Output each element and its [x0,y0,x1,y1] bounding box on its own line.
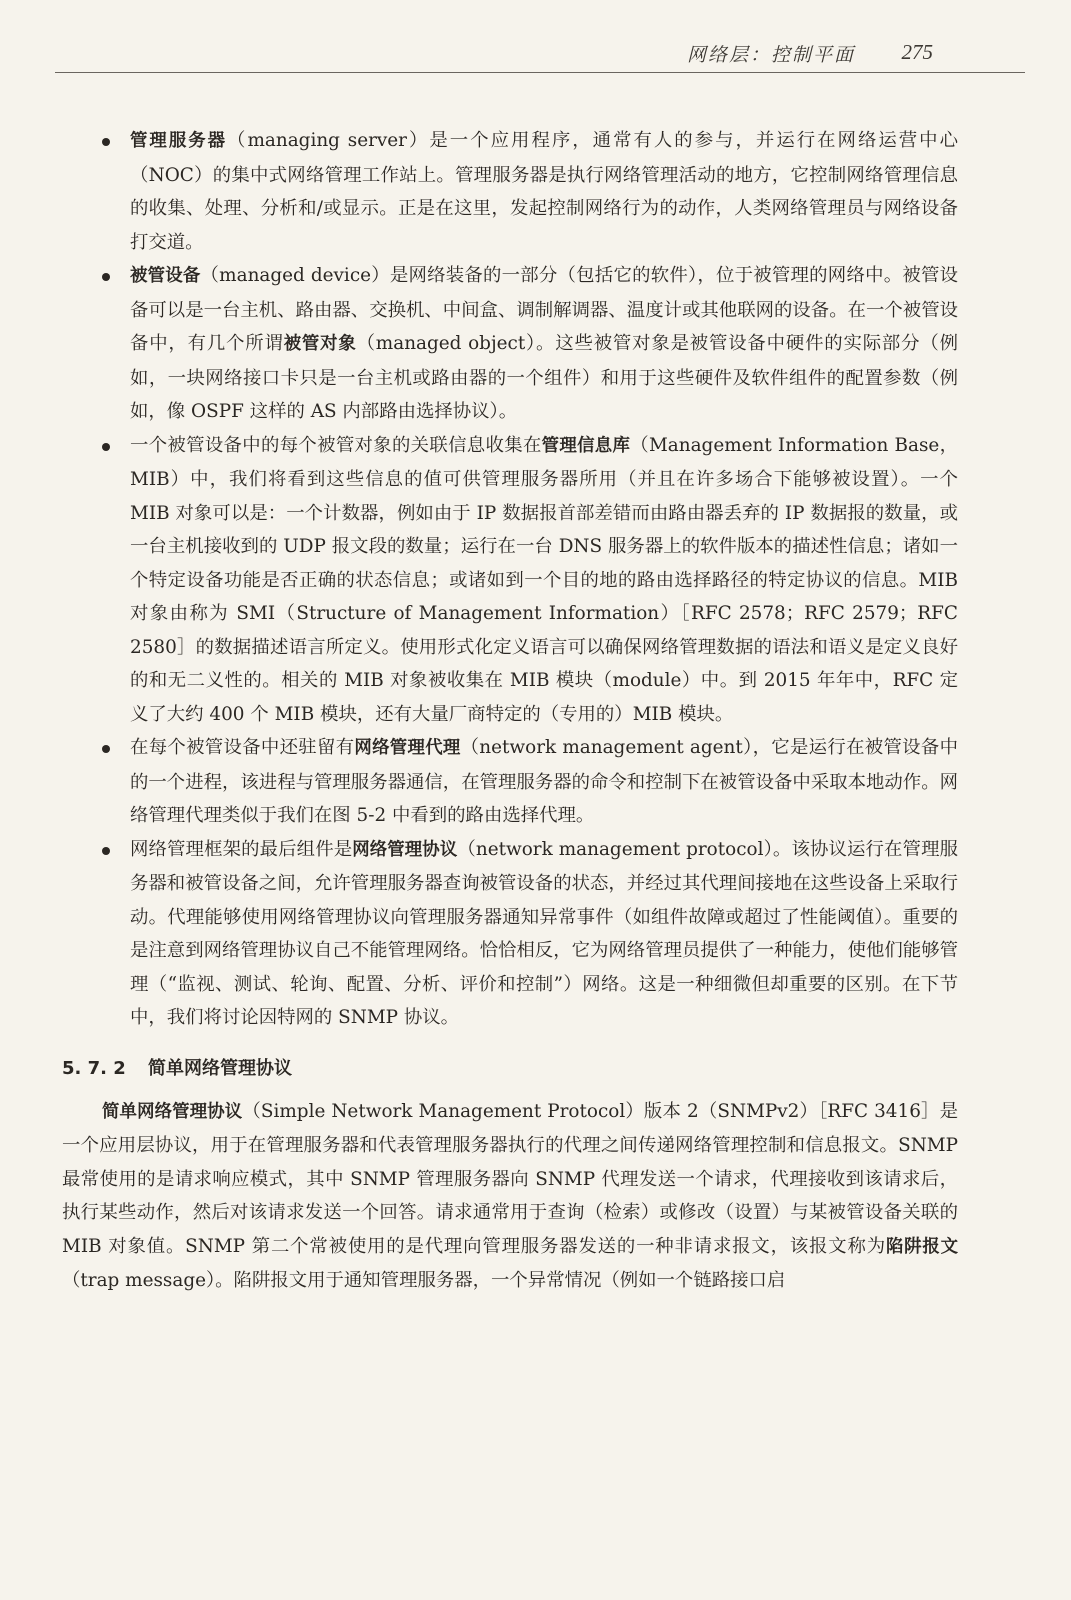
page-body [62,124,958,1298]
term-managing-server: 管理服务器 [130,131,228,151]
section-heading [62,1051,958,1095]
bullet-dot-icon [102,443,110,451]
bullet-text: 在每个被管设备中还驻留有 [130,737,355,758]
term-managed-device: 被管设备 [130,266,201,286]
bullet-text: 网络管理框架的最后组件是 [130,838,353,860]
bullet-text: （managed device）是网络装备的一部分（包括它的软件），位于被管理的网络中。被管设备可以是一台主机、路由器、交换机、中间盒、调制解调器、温度计或其他联网的设备。在一个被管设备中，有几个所谓 [130,265,958,354]
running-header [55,32,1025,73]
body-paragraph [62,1095,958,1298]
bullet-dot-icon [102,847,110,855]
bullet-dot-icon [102,138,110,146]
bullet-text: （managed object）。这些被管对象是被管设备中硬件的实际部分（例如，一块网络接口卡只是一台主机或路由器的一个组件）和用于这些硬件及软件组件的配置参数（例如，像 OSPF 这样的 AS 内部路由选择协议）。 [130,333,958,422]
bullet-item-agent [62,731,958,833]
bullet-text: （network management agent），它是运行在被管设备中的一个进程，该进程与管理服务器通信，在管理服务器的命令和控制下在被管设备中采取本地动作。网络管理代理类似于我们在图 5-2 中看到的路由选择代理。 [130,737,958,826]
bullet-dot-icon [102,745,110,753]
page-number: 275 [901,40,933,64]
paragraph-text: （trap message）。陷阱报文用于通知管理服务器，一个异常情况（例如一个链路接口启 [62,1270,786,1291]
term-mib: 管理信息库 [541,435,631,456]
bullet-text: （Management Information Base，MIB）中，我们将看到这些信息的值可供管理服务器所用（并且在许多场合下能够被设置）。一个 MIB 对象可以是：一个计数器，例如由于 IP 数据报首部差错而由路由器丢弃的 IP 数据报的数量，或一台主机接收到的 UDP 报文段的数量；运行在一台 DNS 服务器上的软件版本的描述性信息；诸如一个特定设备功能是否正确的状态信息；或诸如到一个目的地的路由选择路径的特定协议的信息。MIB 对象由称为 SMI（Structure of Management Information）［RFC 2578；RFC 2579；RFC 2580］的数据描述语言所定义。使用形式化定义语言可以确保网络管理数据的语法和语义是定义良好的和无二义性的。相关的 MIB 对象被收集在 MIB 模块（module）中。到 2015 年年中，RFC 定义了大约 400 个 MIB 模块，还有大量厂商特定的（专用的）MIB 模块。 [130,434,958,725]
paragraph-text: （Simple Network Management Protocol）版本 2（SNMPv2）［RFC 3416］是一个应用层协议，用于在管理服务器和代表管理服务器执行的代理之间传递网络管理控制和信息报文。SNMP 最常使用的是请求响应模式，其中 SNMP 管理服务器向 SNMP 代理发送一个请求，代理接收到该请求后，执行某些动作，然后对该请求发送一个回答。请求通常用于查询（检索）或修改（设置）与某被管设备关联的 MIB 对象值。SNMP 第二个常被使用的是代理向管理服务器发送的一种非请求报文，该报文称为 [62,1100,958,1257]
bullet-text: （managing server）是一个应用程序，通常有人的参与，并运行在网络运营中心（NOC）的集中式网络管理工作站上。管理服务器是执行网络管理活动的地方，它控制网络管理信息的收集、处理、分析和/或显示。正是在这里，发起控制网络行为的动作，人类网络管理员与网络设备打交道。 [130,130,958,253]
bullet-item-protocol [62,833,958,1035]
section-number: 5. 7. 2 [62,1057,126,1079]
term-network-management-agent: 网络管理代理 [354,738,461,758]
term-network-management-protocol: 网络管理协议 [352,839,458,860]
bullet-item-mib [62,429,958,732]
bullet-text: 一个被管设备中的每个被管对象的关联信息收集在 [130,434,542,456]
term-trap-message: 陷阱报文 [885,1236,958,1257]
section-title: 简单网络管理协议 [148,1057,292,1079]
chapter-title: 网络层：控制平面 [686,44,855,66]
term-managed-object: 被管对象 [283,334,357,354]
bullet-text: （network management protocol）。该协议运行在管理服务器和被管设备之间，允许管理服务器查询被管设备的状态，并经过其代理间接地在这些设备上采取行动。代理能够使用网络管理协议向管理服务器通知异常事件（如组件故障或超过了性能阈值）。重要的是注意到网络管理协议自己不能管理网络。恰恰相反，它为网络管理员提供了一种能力，使他们能够管理（“监视、测试、轮询、配置、分析、评价和控制”）网络。这是一种细微但却重要的区别。在下节中，我们将讨论因特网的 SNMP 协议。 [130,838,958,1028]
bullet-item-managed-device [62,259,958,429]
term-snmp: 简单网络管理协议 [102,1101,243,1122]
bullet-item-managing-server [62,124,958,259]
bullet-dot-icon [102,273,110,281]
